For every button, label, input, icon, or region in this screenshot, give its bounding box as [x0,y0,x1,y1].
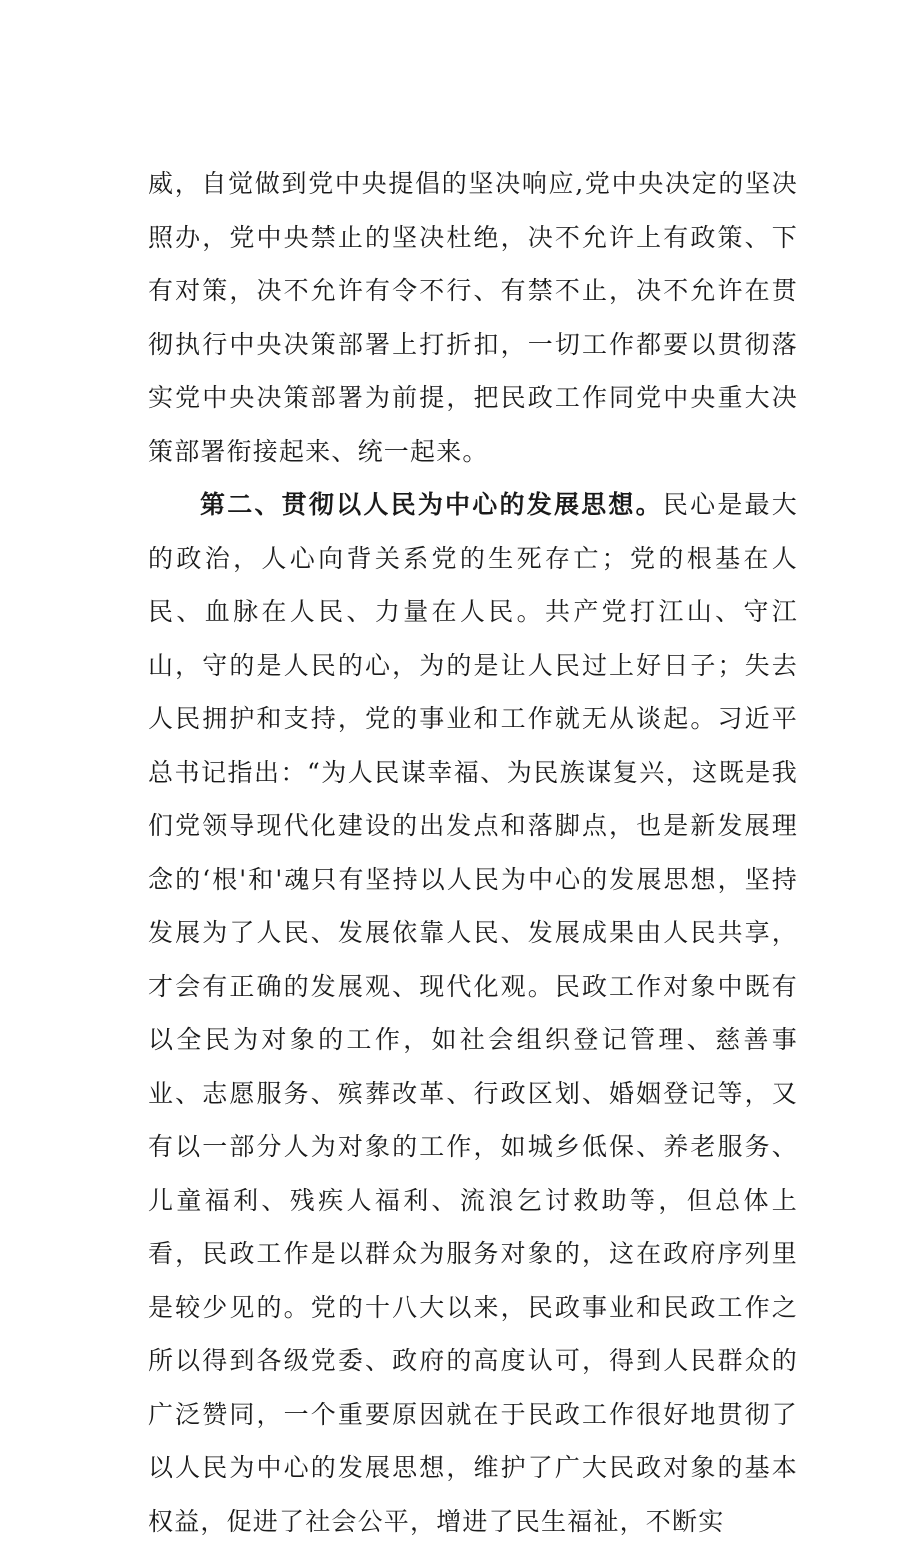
paragraph-1 [148,157,798,478]
section-heading-lead: 第二、贯彻以人民为中心的发展思想。 [200,490,663,519]
document-body [148,157,798,1548]
paragraph-1-text: 威，自觉做到党中央提倡的坚决响应,党中央决定的坚决照办，党中央禁止的坚决杜绝，决不允许上有政策、下有对策，决不允许有令不行、有禁不止，决不允许在贯彻执行中央决策部署上打折扣，一切工作都要以贯彻落实党中央决策部署为前提，把民政工作同党中央重大决策部署衔接起来、统一起来。 [148,169,798,466]
paragraph-2-text: 民心是最大的政治，人心向背关系党的生死存亡；党的根基在人民、血脉在人民、力量在人民。共产党打江山、守江山，守的是人民的心，为的是让人民过上好日子；失去人民拥护和支持，党的事业和工作就无从谈起。习近平总书记指出：“为人民谋幸福、为民族谋复兴，这既是我们党领导现代化建设的出发点和落脚点，也是新发展理念的‘根'和'魂只有坚持以人民为中心的发展思想，坚持发展为了人民、发展依靠人民、发展成果由人民共享，才会有正确的发展观、现代化观。民政工作对象中既有以全民为对象的工作，如社会组织登记管理、慈善事业、志愿服务、殡葬改革、行政区划、婚姻登记等，又有以一部分人为对象的工作，如城乡低保、养老服务、儿童福利、残疾人福利、流浪乞讨救助等，但总体上看，民政工作是以群众为服务对象的，这在政府序列里是较少见的。党的十八大以来，民政事业和民政工作之所以得到各级党委、政府的高度认可，得到人民群众的广泛赞同，一个重要原因就在于民政工作很好地贯彻了以人民为中心的发展思想，维护了广大民政对象的基本权益，促进了社会公平，增进了民生福祉，不断实 [148,490,798,1536]
paragraph-2 [148,478,798,1548]
